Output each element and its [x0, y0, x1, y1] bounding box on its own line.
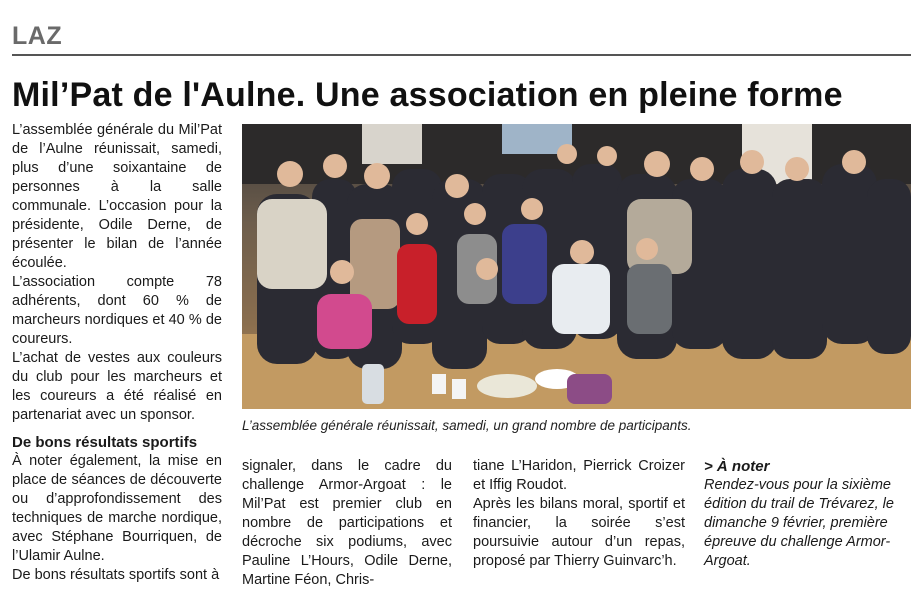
paragraph: À noter également, la mise en place de séances de découverte ou d’approfondissement des techniques de marche nordique, avec Stéphane Bourriquen, de l’Ulamir Aulne. [12, 453, 222, 564]
paragraph: L’achat de vestes aux couleurs du club pour les marcheurs et les coureurs a été réalisé en partenariat avec un sponsor. [12, 350, 222, 423]
photo-illustration [242, 124, 911, 409]
article-column-3 [473, 457, 685, 571]
paragraph: L’assemblée générale du Mil’Pat de l’Aulne réunissait, samedi, plus d’une soixantaine de personnes à la salle communale. L’occasion pour la présidente, Odile Derne, de présenter le bilan de l’année écoulée. [12, 122, 222, 271]
paragraph: De bons résultats sportifs sont à [12, 567, 220, 583]
group-photo [242, 124, 911, 409]
paragraph: tiane L’Haridon, Pierrick Croizer et Iffig Roudot. [473, 458, 685, 493]
note-title: > À noter [704, 458, 770, 475]
paragraph: signaler, dans le cadre du challenge Armor-Argoat : le Mil’Pat est premier club en nombre de participations et décroche six podiums, avec Pauline L’Hours, Odile Derne, Martine Féon, Chris- [242, 458, 452, 588]
paragraph: L’association compte 78 adhérents, dont 60 % de marcheurs nordiques et 40 % de coureurs. [12, 274, 222, 347]
note-body: Rendez-vous pour la sixième édition du trail de Trévarez, le dimanche 9 février, première épreuve du challenge Armor-Argoat. [704, 477, 894, 569]
section-label: LAZ [12, 22, 63, 50]
paragraph: Après les bilans moral, sportif et financier, la soirée s’est poursuivie autour d’un repas, proposé par Thierry Guinvarc’h. [473, 496, 685, 569]
headline: Mil’Pat de l'Aulne. Une association en pleine forme [12, 76, 843, 114]
note-box [704, 457, 911, 571]
article-column-2 [242, 457, 452, 590]
section-divider [12, 54, 911, 56]
article-column-1 [12, 121, 222, 585]
subheading: De bons résultats sportifs [12, 434, 198, 451]
photo-caption: L’assemblée générale réunissait, samedi, un grand nombre de participants. [242, 418, 692, 433]
